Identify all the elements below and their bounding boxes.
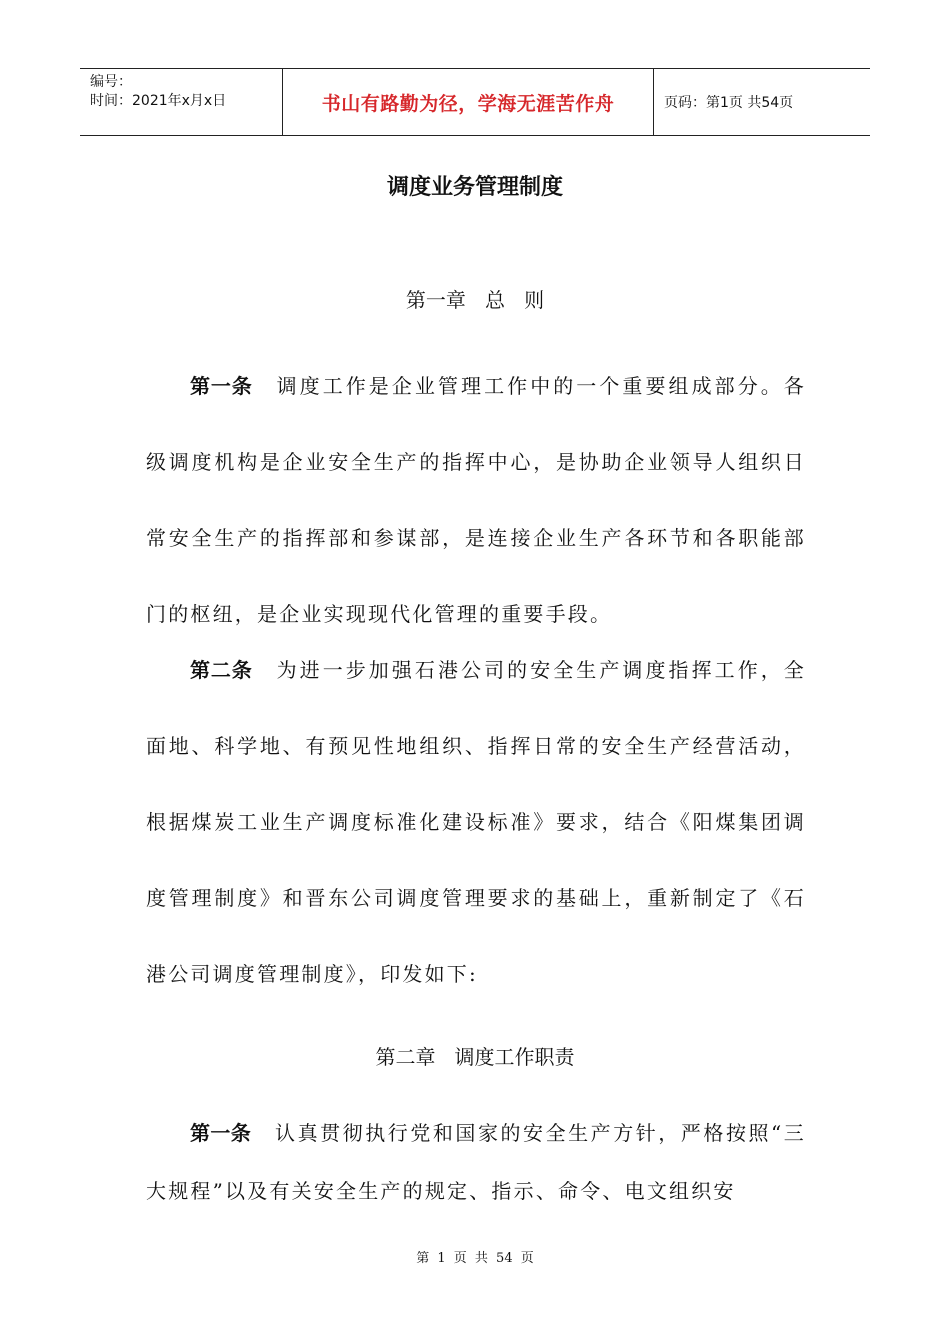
article-label: 第一条 (190, 1121, 252, 1145)
page-footer: 第 1 页 共 54 页 (416, 1251, 534, 1266)
document-title: 调度业务管理制度 (386, 175, 563, 200)
document-date-label: 时间：2021年x月x日 (90, 93, 227, 109)
header-meta (80, 69, 282, 135)
document-number-label: 编号： (90, 74, 132, 90)
page-header (80, 68, 870, 136)
chapter-1-heading: 第一章 总 则 (405, 288, 545, 312)
chapter-2-article-1 (146, 1104, 806, 1220)
article-text: 为进一步加强石港公司的安全生产调度指挥工作，全面地、科学地、有预见性地组织、指挥日常的安全生产经营活动，根据煤炭工业生产调度标准化建设标准》要求，结合《阳煤集团调度管理制度》和晋东公司调度管理要求的基础上，重新制定了《石港公司调度管理制度》，印发如下: (146, 658, 807, 986)
header-motto: 书山有路勤为径，学海无涯苦作舟 (321, 92, 615, 115)
chapter-2-heading: 第二章 调度工作职责 (375, 1045, 575, 1069)
article-label: 第二条 (190, 658, 253, 682)
header-motto-cell (282, 69, 654, 135)
chapter-1-article-2 (146, 632, 806, 1012)
article-label: 第一条 (190, 374, 253, 398)
chapter-1-article-1 (146, 348, 806, 652)
header-page-info: 页码：第1页 共54页 (664, 95, 794, 111)
article-text: 调度工作是企业管理工作中的一个重要组成部分。各级调度机构是企业安全生产的指挥中心，是协助企业领导人组织日常安全生产的指挥部和参谋部，是连接企业生产各环节和各职能部门的枢纽，是企业实现现代化管理的重要手段。 (146, 374, 807, 626)
article-text: 认真贯彻执行党和国家的安全生产方针，严格按照“三大规程”以及有关安全生产的规定、指示、命令、电文组织安 (146, 1121, 807, 1203)
